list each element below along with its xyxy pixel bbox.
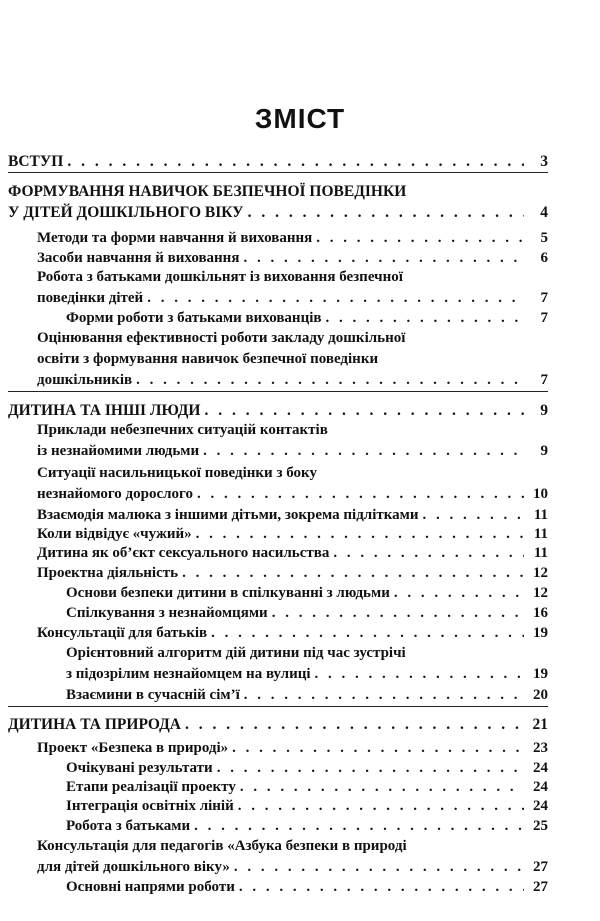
toc-page-number: 5 (540, 230, 548, 246)
toc-entry-title: Засоби навчання й виховання (37, 250, 240, 266)
toc-entry-title: Проект «Безпека в природі» (37, 740, 229, 756)
toc-page-number: 7 (540, 372, 548, 388)
dot-leader (211, 623, 524, 643)
toc-page-number: 3 (540, 153, 548, 170)
toc-entry-title: для дітей дошкільного віку» (37, 859, 230, 875)
page-title: ЗМІСТ (254, 103, 346, 134)
toc-entry-title: Форми роботи з батьками вихованців (66, 310, 322, 326)
toc-page-number: 7 (540, 290, 548, 306)
toc-entry-title: ФОРМУВАННЯ НАВИЧОК БЕЗПЕЧНОЇ ПОВЕДІНКИ (8, 183, 407, 200)
dot-leader (204, 401, 524, 421)
toc-page-number: 9 (540, 402, 548, 419)
toc-entry-title: Основи безпеки дитини в спілкуванні з людьми (66, 585, 390, 601)
toc-entry-title: Проектна діяльність (37, 565, 179, 581)
dot-leader (232, 738, 524, 758)
dot-leader (182, 563, 524, 583)
toc-page-number: 19 (533, 625, 548, 641)
dot-leader (333, 543, 524, 563)
section-divider (8, 391, 548, 392)
toc-entry-title: освіти з формування навичок безпечної поведінки (37, 351, 379, 367)
toc-entry-title: Етапи реалізації проекту (66, 779, 236, 795)
toc-entry-title: Робота з батьками (66, 818, 191, 834)
dot-leader (423, 505, 524, 525)
dot-leader (147, 288, 524, 308)
toc-page-number: 27 (533, 879, 548, 895)
toc-page-number: 7 (540, 310, 548, 326)
dot-leader (272, 603, 524, 623)
toc-entry-title: Очікувані результати (66, 760, 213, 776)
toc-page-number: 11 (533, 507, 548, 523)
toc-entry-title: Взаємодія малюка з іншими дітьми, зокрема підлітками (37, 507, 419, 523)
toc-page-number: 24 (533, 779, 548, 795)
toc-entry-title: із незнайомими людьми (37, 443, 200, 459)
toc-entry-title: У ДІТЕЙ ДОШКІЛЬНОГО ВІКУ (8, 204, 244, 221)
toc-page-number: 16 (533, 605, 548, 621)
toc-entry-title: Коли відвідує «чужий» (37, 526, 192, 542)
toc-entry-title: Робота з батьками дошкільнят із виховання безпечної (37, 269, 403, 285)
dot-leader (316, 228, 524, 248)
dot-leader (394, 583, 524, 603)
dot-leader (185, 715, 524, 735)
toc-entry-title: ВСТУП (8, 153, 64, 170)
toc-entry-title: Дитина як об’єкт сексуального насильства (37, 545, 330, 561)
toc-page-number: 21 (532, 716, 548, 733)
toc-entry-title: Методи та форми навчання й виховання (37, 230, 313, 246)
toc-page-number: 25 (533, 818, 548, 834)
toc-page-number: 4 (540, 204, 548, 221)
toc-page-number: 24 (533, 760, 548, 776)
toc-page-number: 9 (540, 443, 548, 459)
toc-page-number: 10 (533, 486, 548, 502)
dot-leader (196, 524, 524, 544)
toc-entry-title: Консультації для батьків (37, 625, 208, 641)
toc-entry-title: Оцінювання ефективності роботи закладу дошкільної (37, 330, 406, 346)
toc-page-number: 20 (533, 687, 548, 703)
dot-leader (217, 758, 524, 778)
dot-leader (203, 441, 524, 461)
toc-entry-title: незнайомого дорослого (37, 486, 193, 502)
toc-entry-title: поведінки дітей (37, 290, 144, 306)
section-divider (8, 172, 548, 173)
toc-entry-title: Консультація для педагогів «Азбука безпеки в природі (37, 838, 407, 854)
dot-leader (239, 877, 524, 897)
dot-leader (243, 248, 524, 268)
dot-leader (238, 796, 524, 816)
toc-page-number: 11 (533, 526, 548, 542)
dot-leader (194, 816, 524, 836)
toc-entry-title: Взаємини в сучасній сім’ї (66, 687, 240, 703)
dot-leader (136, 370, 524, 390)
toc-page-number: 12 (533, 565, 548, 581)
dot-leader (325, 308, 524, 328)
toc-entry-title: ДИТИНА ТА ПРИРОДА (8, 716, 181, 733)
dot-leader (248, 203, 524, 223)
dot-leader (234, 857, 524, 877)
dot-leader (240, 777, 524, 797)
toc-entry-title: Ситуації насильницької поведінки з боку (37, 465, 317, 481)
toc-entry-title: Спілкування з незнайомцями (66, 605, 268, 621)
toc-entry-title: дошкільників (37, 372, 133, 388)
toc-page-number: 23 (533, 740, 548, 756)
toc-page-number: 6 (540, 250, 548, 266)
dot-leader (67, 152, 524, 172)
toc-entry-title: Орієнтовний алгоритм дій дитини під час зустрічі (66, 645, 406, 661)
toc-entry-title: Основні напрями роботи (66, 879, 235, 895)
toc-entry-title: з підозрілим незнайомцем на вулиці (66, 666, 311, 682)
toc-page-number: 27 (533, 859, 548, 875)
dot-leader (244, 685, 524, 705)
toc-entry-title: Приклади небезпечних ситуацій контактів (37, 422, 328, 438)
dot-leader (315, 664, 524, 684)
toc-page-number: 11 (533, 545, 548, 561)
toc-entry-title: Інтеграція освітніх ліній (66, 798, 234, 814)
toc-page-number: 19 (533, 666, 548, 682)
toc-page-number: 12 (533, 585, 548, 601)
toc-entry-title: ДИТИНА ТА ІНШІ ЛЮДИ (8, 402, 201, 419)
toc-page-number: 24 (533, 798, 548, 814)
dot-leader (197, 484, 524, 504)
section-divider (8, 706, 548, 707)
